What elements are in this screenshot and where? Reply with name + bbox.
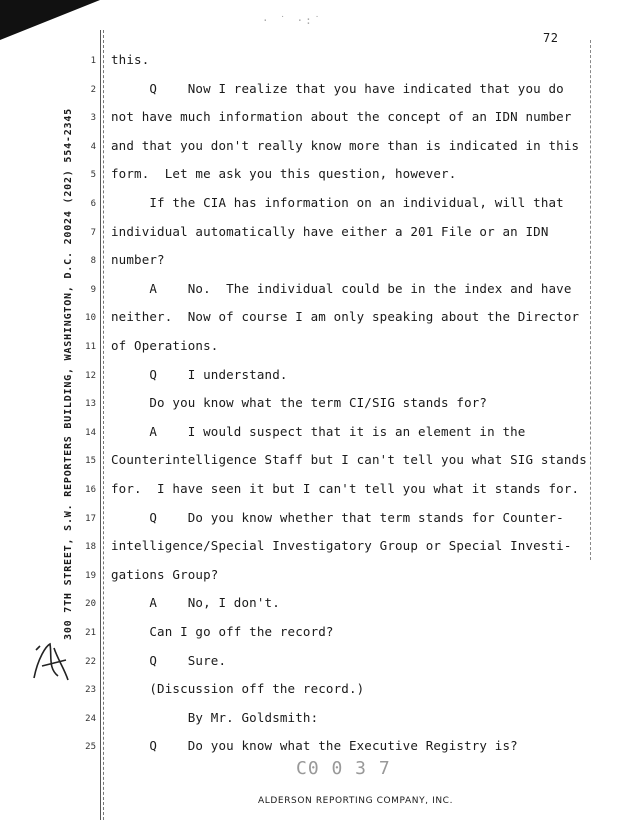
line-number: 16: [85, 485, 96, 495]
transcript-line: Can I go off the record?: [111, 624, 334, 639]
line-number: 17: [85, 513, 96, 524]
line-number: 23: [85, 685, 96, 696]
line-number: 1: [90, 56, 96, 66]
line-number: 5: [90, 170, 96, 181]
line-number: 8: [90, 256, 96, 267]
transcript-line: A No, I don't.: [111, 595, 280, 611]
transcript-line: and that you don't really know more than is indicated in this: [111, 137, 580, 153]
transcript-line: gations Group?: [111, 566, 219, 582]
line-number: 22: [85, 656, 96, 667]
transcript-line: A No. The individual could be in the index and have: [111, 280, 572, 296]
transcript-line: this.: [111, 52, 150, 67]
line-number: 13: [85, 399, 96, 410]
transcript-line: number?: [111, 252, 165, 268]
handwritten-initials: [28, 638, 72, 686]
left-margin-rule: [100, 30, 101, 820]
transcript-line: form. Let me ask you this question, however.: [111, 166, 457, 182]
transcript-line: A I would suspect that it is an element in the: [111, 423, 526, 439]
transcript-line: not have much information about the concept of an IDN number: [111, 109, 572, 125]
transcript-line: Q Sure.: [111, 652, 227, 668]
transcript-line: Counterintelligence Staff but I can't tell you what SIG stands: [111, 452, 587, 468]
page-corner-shadow: [0, 0, 100, 40]
line-number: 9: [90, 284, 96, 295]
line-number: 12: [85, 370, 96, 381]
page-number: 72: [543, 31, 559, 45]
line-number: 24: [85, 713, 96, 724]
line-number: 19: [85, 570, 96, 581]
line-number: 25: [85, 742, 96, 753]
document-stamp: C0 0 3 7: [296, 758, 391, 779]
transcript-line: Q Now I realize that you have indicated that you do: [111, 80, 564, 96]
transcript-line: Q Do you know whether that term stands for Counter-: [111, 509, 564, 525]
transcript-line: for. I have seen it but I can't tell you what it stands for.: [111, 481, 580, 496]
transcript-line: Q Do you know what the Executive Registry is?: [111, 738, 518, 754]
right-margin-rule: [590, 40, 591, 560]
line-number: 10: [85, 313, 96, 324]
transcript-line: neither. Now of course I am only speaking about the Director: [111, 309, 580, 325]
transcript-line: of Operations.: [111, 338, 219, 353]
transcript-line: (Discussion off the record.): [111, 681, 365, 697]
reporting-company-footer: ALDERSON REPORTING COMPANY, INC.: [258, 796, 454, 806]
line-number: 20: [85, 599, 96, 610]
top-smudge: · ˙ ·:˙: [262, 14, 323, 27]
line-number: 3: [90, 113, 96, 124]
transcript-line: Do you know what the term CI/SIG stands for?: [111, 395, 488, 411]
transcript-line: intelligence/Special Investigatory Group or Special Investi-: [111, 538, 572, 554]
line-number: 7: [90, 227, 96, 238]
transcript-line: By Mr. Goldsmith:: [111, 709, 319, 725]
line-number: 2: [90, 84, 96, 95]
line-number: 4: [90, 141, 96, 152]
transcript-line: individual automatically have either a 201 File or an IDN: [111, 223, 549, 239]
line-number: 6: [90, 199, 96, 209]
transcript-line: Q I understand.: [111, 366, 288, 382]
line-number: 11: [85, 342, 96, 352]
line-number: 15: [85, 456, 96, 467]
reporter-address: 300 7TH STREET, S.W. REPORTERS BUILDING, WASHINGTON, D.C. 20024 (202) 554-2345: [63, 108, 74, 640]
line-number: 21: [85, 628, 96, 638]
left-margin-rule-inner: [103, 30, 104, 820]
line-number: 18: [85, 542, 96, 553]
line-number: 14: [85, 427, 96, 438]
transcript-line: If the CIA has information on an individual, will that: [111, 195, 564, 210]
